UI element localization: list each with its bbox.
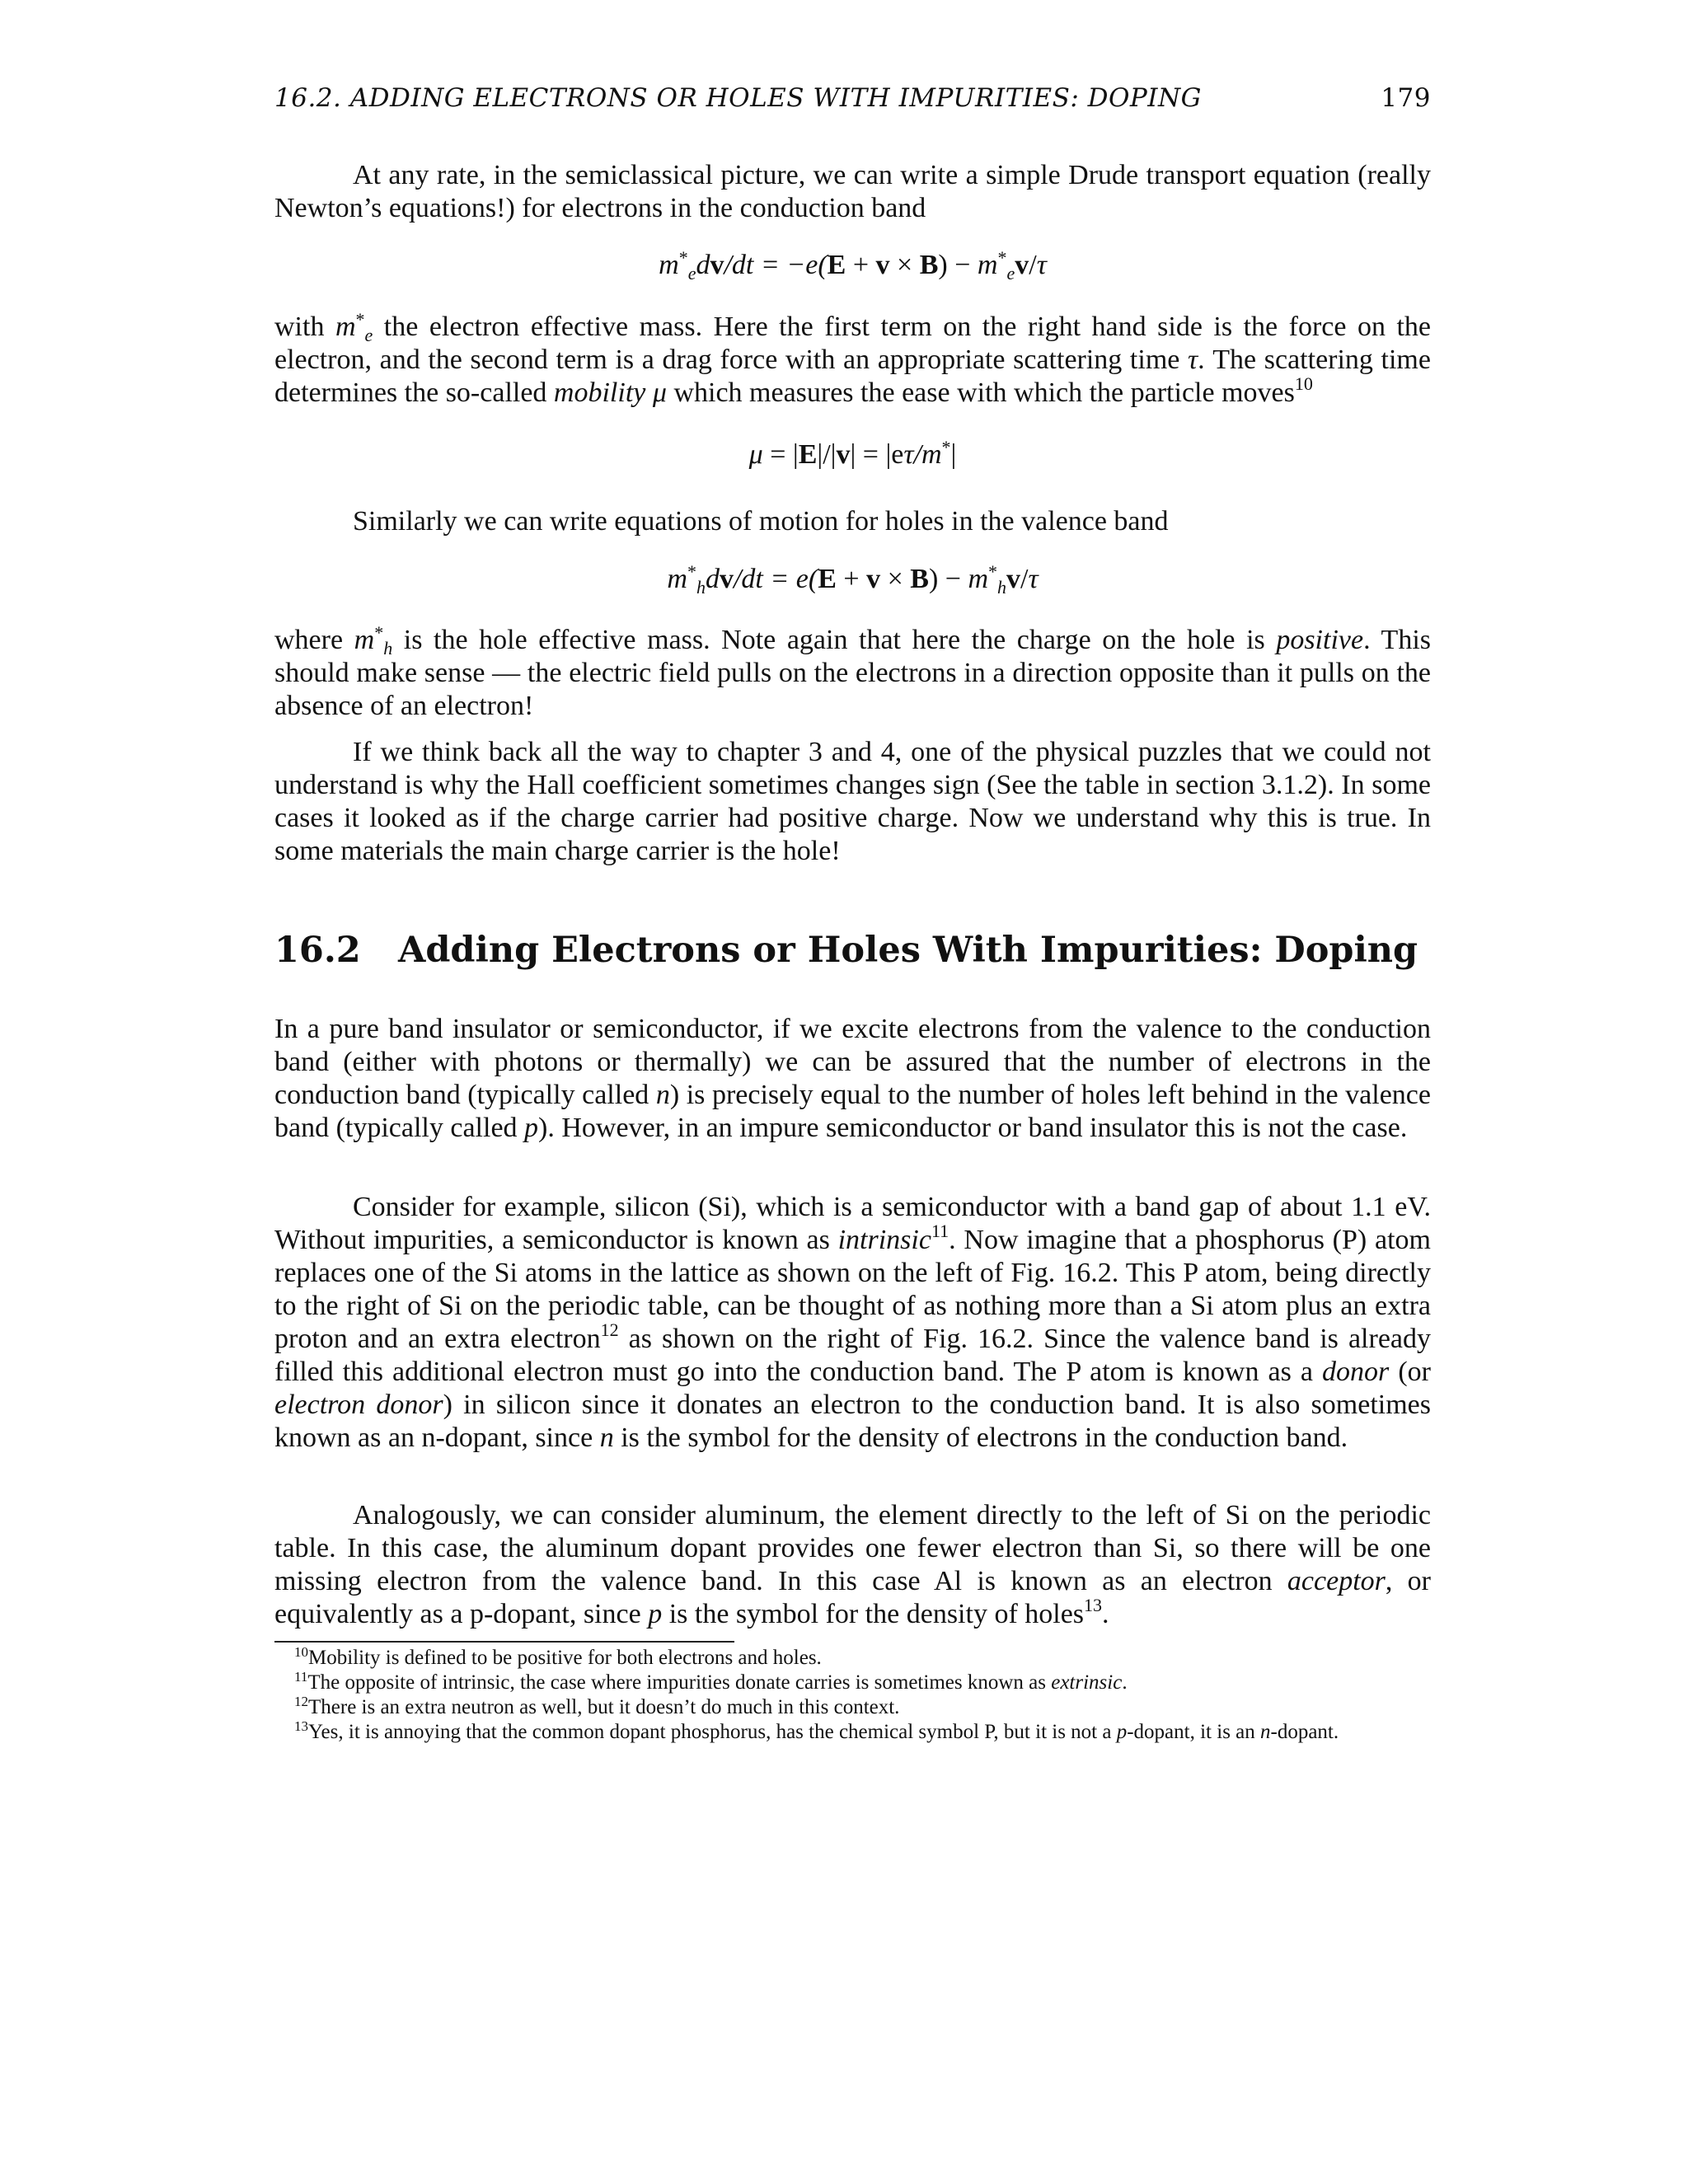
paragraph-effective-mass: with $m^*_e$ the electron effective mass. Here the first term on the right hand side is the force on the electron, and the second term is a drag force with an appropriate scattering time τ. The scattering time determines the so-called mobility μ which measures the ease with which the particle moves$^{10}$ [274,309,1431,408]
equation-mobility: μ = |E|/|v| = |eτ/m*| [748,437,957,470]
footnotes [274,1646,1431,1745]
footnote-ref-13: 13 [1084,1595,1103,1615]
running-title: 16.2. ADDING ELECTRONS OR HOLES WITH IMPURITIES: DOPING [274,83,1202,113]
page-number: 179 [1381,83,1431,113]
footnote-11: $^{11}$The opposite of intrinsic, the case where impurities donate carries is sometimes known as extrinsic. [294,1669,1128,1694]
textbook-page [274,0,1431,2184]
paragraph-acceptor: Analogously, we can consider aluminum, the element directly to the left of Si on the periodic table. In this case, the aluminum dopant provides one fewer electron than Si, so there will be one missing electron from the valence band. In this case Al is known as an electron acceptor, or equivalently as a p-dopant, since p is the symbol for the density of holes$^{13}$. [274,1500,1431,1629]
footnote-10: $^{10}$Mobility is defined to be positive for both electrons and holes. [294,1644,822,1669]
section-number: 16.2 [274,930,361,971]
equation-hole-motion: $m^*_hdv/dt = e(E + v \times B) - m^*_hv/\tau$ [667,561,1039,598]
paragraph-donor: Consider for example, silicon (Si), which is a semiconductor with a band gap of about 1.1 eV. Without impurities, a semiconductor is known as intrinsic$^{11}$. Now imagine that a phosphorus (P) atom replaces one of the Si atoms in the lattice as shown on the left of Fig. 16.2. This P atom, being directly to the right of Si on the periodic table, can be thought of as nothing more than a Si atom plus an extra proton and an extra electron$^{12}$ as shown on the right of Fig. 16.2. Since the valence band is already filled this additional electron must go into the conduction band. The P atom is known as a donor (or electron donor) in silicon since it donates an electron to the conduction band. It is also sometimes known as an n-dopant, since n is the symbol for the density of electrons in the conduction band. [274,1192,1432,1453]
footnote-13: $^{13}$Yes, it is annoying that the common dopant phosphorus, has the chemical symbol P, but it is not a p-dopant, it is an n-dopant. [294,1718,1339,1743]
paragraph-text: At any rate, in the semiclassical picture, we can write a simple Drude transport equation (really Newton’s equations!) for electrons in the conduction band [274,160,1431,223]
footnote-12: $^{12}$There is an extra neutron as well, but it doesn’t do much in this context. [294,1694,900,1718]
paragraph-drude-intro [274,159,1431,225]
paragraph-hall-coefficient: If we think back all the way to chapter 3 and 4, one of the physical puzzles that we could not understand is why the Hall coefficient sometimes changes sign (See the table in section 3.1.2). In some cases it looked as if the charge carrier had positive charge. Now we understand why this is true. In some materials the main charge carrier is the hole! [274,737,1431,866]
footnote-ref-11: 11 [931,1221,950,1241]
footnote-divider [274,1641,734,1643]
footnote-ref-12: 12 [600,1319,619,1340]
paragraph-pure-semiconductor: In a pure band insulator or semiconductor, if we excite electrons from the valence to the conduction band (either with photons or thermally) we can be assured that the number of electrons in the conduction band (typically called n) is precisely equal to the number of holes left behind in the valence band (typically called p). However, in an impure semiconductor or band insulator this is not the case. [274,1014,1431,1143]
footnote-ref-10: 10 [1294,373,1313,394]
section-heading [274,926,1431,975]
section-title: Adding Electrons or Holes With Impurities: Doping [398,930,1418,971]
equation-electron-motion: $m^*_edv/dt = -e(E + v \times B) - m^*_ev/\tau$ [659,247,1047,284]
running-header [274,83,1431,116]
paragraph-hole-mass: where $m^*_h$ is the hole effective mass. Note again that here the charge on the hole is positive. This should make sense — the electric field pulls on the electrons in a direction opposite than it pulls on the absence of an electron! [274,622,1431,721]
paragraph-holes-intro: Similarly we can write equations of motion for holes in the valence band [353,506,1169,537]
